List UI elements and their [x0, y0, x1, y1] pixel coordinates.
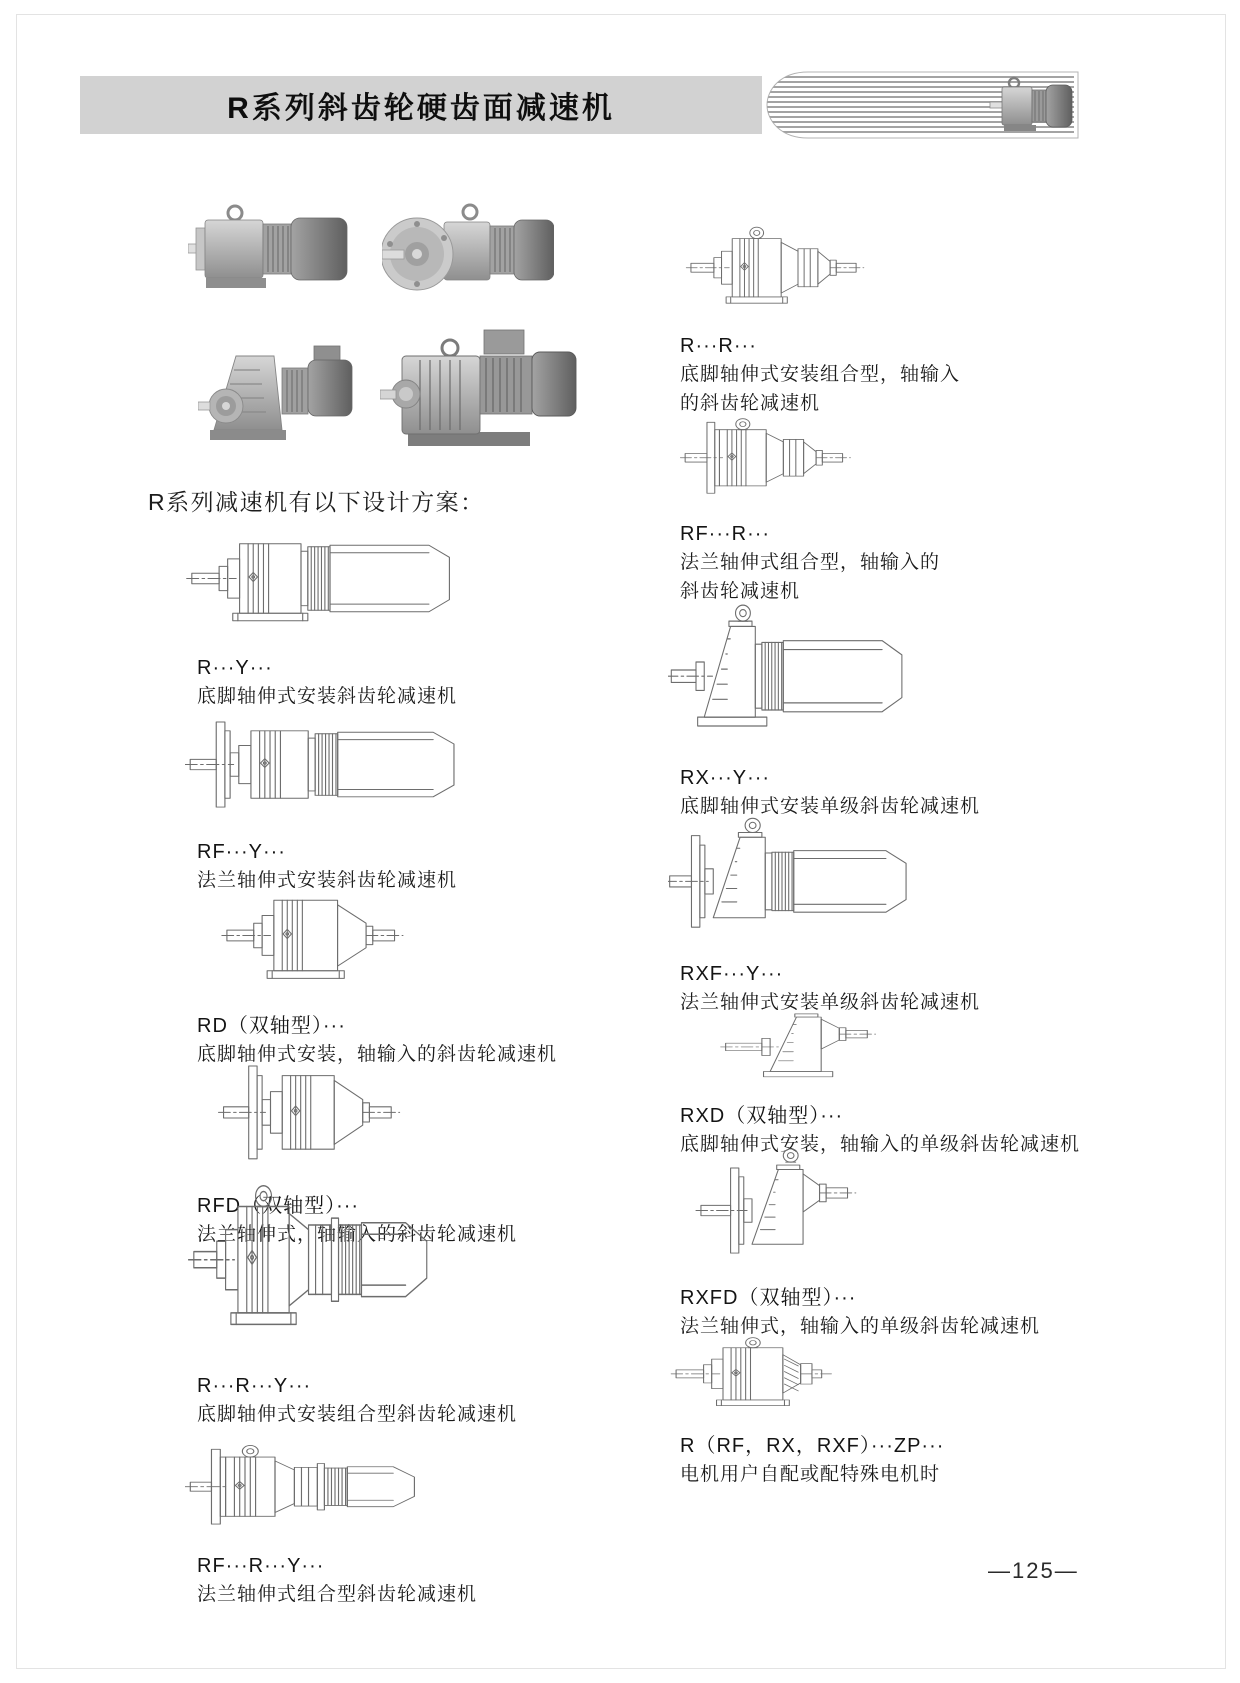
eyebolt-icon — [463, 205, 477, 219]
scheme-desc: 底脚轴伸式安装斜齿轮减速机 — [197, 686, 458, 707]
scheme-code: RF···Y··· — [197, 841, 286, 863]
scheme-desc: 斜齿轮减速机 — [680, 581, 801, 602]
scheme-code: R···R···Y··· — [197, 1375, 312, 1397]
page-title: R系列斜齿轮硬齿面减速机 — [227, 92, 615, 125]
scheme-item-foot-motor — [185, 512, 665, 711]
scheme-item-rx-flange-shaft — [668, 1146, 1148, 1341]
drawing-flange-combined-shaft — [668, 404, 933, 514]
scheme-desc: 法兰轴伸式安装斜齿轮减速机 — [197, 870, 458, 891]
scheme-item-foot-combined-shaft — [668, 212, 1148, 418]
scheme-desc: 底脚轴伸式安装组合型斜齿轮减速机 — [197, 1404, 518, 1425]
drawing-flange-combined-motor — [185, 1430, 485, 1546]
scheme-item-rx-foot-motor — [668, 598, 1148, 821]
eyebolt-icon — [442, 340, 458, 356]
section-intro: R系列减速机有以下设计方案： — [148, 489, 485, 515]
photo-large-foot-mounted-gearmotor — [380, 322, 580, 450]
scheme-code: RF···R··· — [680, 523, 771, 545]
drawing-foot-doubleshaft — [185, 868, 470, 1006]
scheme-item-rx-flange-motor — [668, 812, 1148, 1017]
drawing-foot-motor — [185, 512, 475, 648]
scheme-desc: 底脚轴伸式安装，轴输入的单级斜齿轮减速机 — [680, 1134, 1081, 1155]
scheme-code: RFD（双轴型）··· — [197, 1195, 360, 1217]
scheme-desc: 底脚轴伸式安装组合型，轴输入 — [680, 364, 961, 385]
drawing-foot-combined-shaft — [668, 212, 928, 326]
scheme-desc: 法兰轴伸式安装单级斜齿轮减速机 — [680, 992, 981, 1013]
scheme-item-flange-combined-shaft — [668, 404, 1148, 606]
photo-foot-mounted-gearmotor — [188, 200, 353, 300]
scheme-item-flange-motor — [185, 700, 665, 895]
scheme-desc: 法兰轴伸式组合型斜齿轮减速机 — [197, 1584, 478, 1605]
scheme-code: R···R··· — [680, 335, 757, 357]
drawing-foot-zp — [668, 1324, 943, 1426]
drawing-rx-flange-shaft — [668, 1146, 948, 1278]
scheme-item-flange-combined-motor — [185, 1430, 665, 1609]
page-number: —125— — [988, 1558, 1079, 1583]
drawing-rx-foot-motor — [668, 598, 948, 758]
scheme-code: RF···R···Y··· — [197, 1555, 325, 1577]
scheme-item-foot-zp — [668, 1324, 1148, 1489]
scheme-desc: 法兰轴伸式组合型，轴输入的 — [680, 552, 941, 573]
scheme-desc: 底脚轴伸式安装，轴输入的斜齿轮减速机 — [197, 1044, 558, 1065]
scheme-item-rx-foot-shaft — [668, 1000, 1148, 1159]
scheme-desc: 的斜齿轮减速机 — [680, 393, 821, 414]
drawing-flange-motor — [185, 700, 480, 832]
scheme-code: RXD（双轴型）··· — [680, 1105, 844, 1127]
scheme-code: R···Y··· — [197, 657, 273, 679]
scheme-item-foot-doubleshaft — [185, 868, 665, 1069]
header-bar — [80, 76, 762, 134]
drawing-rx-foot-shaft — [668, 1000, 948, 1096]
scheme-code: RD（双轴型）··· — [197, 1015, 346, 1037]
scheme-desc: 法兰轴伸式，轴输入的单级斜齿轮减速机 — [680, 1316, 1041, 1337]
eyebolt-icon — [228, 206, 242, 220]
scheme-code: RX···Y··· — [680, 767, 771, 789]
scheme-code: RXFD（双轴型）··· — [680, 1287, 857, 1309]
photo-flange-mounted-gearmotor — [382, 198, 554, 303]
scheme-code: R（RF，RX，RXF）···ZP··· — [680, 1435, 945, 1457]
photo-single-stage-rx-gearmotor — [198, 330, 353, 450]
scheme-desc: 底脚轴伸式安装单级斜齿轮减速机 — [680, 796, 981, 817]
header-decor — [762, 70, 1080, 140]
drawing-foot-combined-motor — [185, 1158, 485, 1366]
scheme-code: RXF···Y··· — [680, 963, 784, 985]
scheme-item-foot-combined-motor — [185, 1158, 665, 1429]
scheme-desc: 电机用户自配或配特殊电机时 — [680, 1464, 941, 1485]
drawing-rx-flange-motor — [668, 812, 953, 954]
scheme-desc: 法兰轴伸式，轴输入的斜齿轮减速机 — [197, 1224, 518, 1245]
